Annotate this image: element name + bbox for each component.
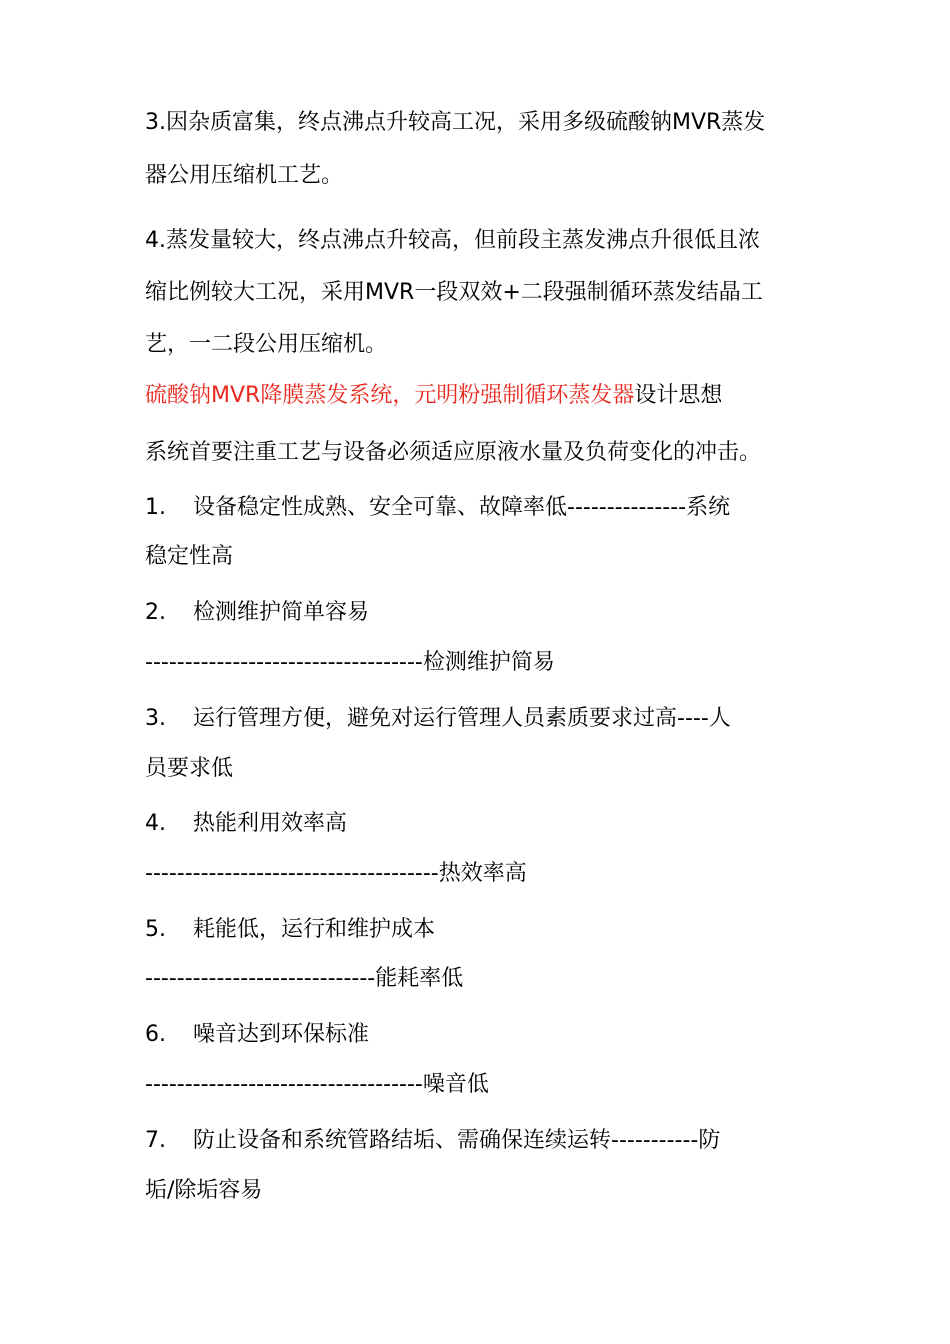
- paragraph-3-line-2: 器公用压缩机工艺。: [145, 163, 344, 188]
- list-item-continuation: -----------------------------能耗率低: [145, 966, 464, 991]
- section-heading-highlight: 硫酸钠MVR降膜蒸发系统，元明粉强制循环蒸发器: [145, 383, 635, 408]
- paragraph-4-line-2: 缩比例较大工况，采用MVR一段双效+二段强制循环蒸发结晶工: [145, 280, 763, 305]
- list-item-continuation: -----------------------------------检测维护简易: [145, 650, 555, 675]
- list-item: [145, 915, 435, 945]
- list-item: [145, 1020, 369, 1050]
- list-item-text: 设备稳定性成熟、安全可靠、故障率低---------------系统: [193, 495, 731, 520]
- list-item-text: 噪音达到环保标准: [193, 1022, 370, 1047]
- list-item-continuation: 员要求低: [145, 756, 234, 781]
- list-item-text: 耗能低，运行和维护成本: [193, 917, 436, 942]
- list-item-number: 7.: [145, 1128, 166, 1153]
- list-item: [145, 1126, 720, 1156]
- list-item-continuation: 稳定性高: [145, 544, 234, 569]
- list-item: [145, 704, 731, 734]
- list-item: [145, 809, 347, 839]
- paragraph-4-line-3: 艺，一二段公用压缩机。: [145, 332, 388, 357]
- intro-sentence: 系统首要注重工艺与设备必须适应原液水量及负荷变化的冲击。: [145, 440, 762, 465]
- list-item-number: 4.: [145, 811, 166, 836]
- list-item-text: 防止设备和系统管路结垢、需确保连续运转-----------防: [193, 1128, 721, 1153]
- list-item-text: 热能利用效率高: [193, 811, 348, 836]
- list-item-text: 检测维护简单容易: [193, 600, 370, 625]
- list-item-number: 5.: [145, 917, 166, 942]
- section-heading-suffix: 设计思想: [634, 383, 723, 408]
- list-item-continuation: -----------------------------------噪音低: [145, 1072, 489, 1097]
- list-item: [145, 598, 369, 628]
- paragraph-4-line-1: 4.蒸发量较大，终点沸点升较高，但前段主蒸发沸点升很低且浓: [145, 228, 760, 253]
- list-item-number: 2.: [145, 600, 166, 625]
- list-item-number: 6.: [145, 1022, 166, 1047]
- list-item-number: 1.: [145, 495, 166, 520]
- list-item-continuation: -------------------------------------热效率高: [145, 861, 527, 886]
- section-heading: [145, 381, 722, 411]
- list-item-continuation: 垢/除垢容易: [145, 1178, 263, 1203]
- list-item-text: 运行管理方便，避免对运行管理人员素质要求过高----人: [193, 706, 731, 731]
- list-item: [145, 493, 730, 523]
- list-item-number: 3.: [145, 706, 166, 731]
- paragraph-3-line-1: 3.因杂质富集，终点沸点升较高工况，采用多级硫酸钠MVR蒸发: [145, 110, 766, 135]
